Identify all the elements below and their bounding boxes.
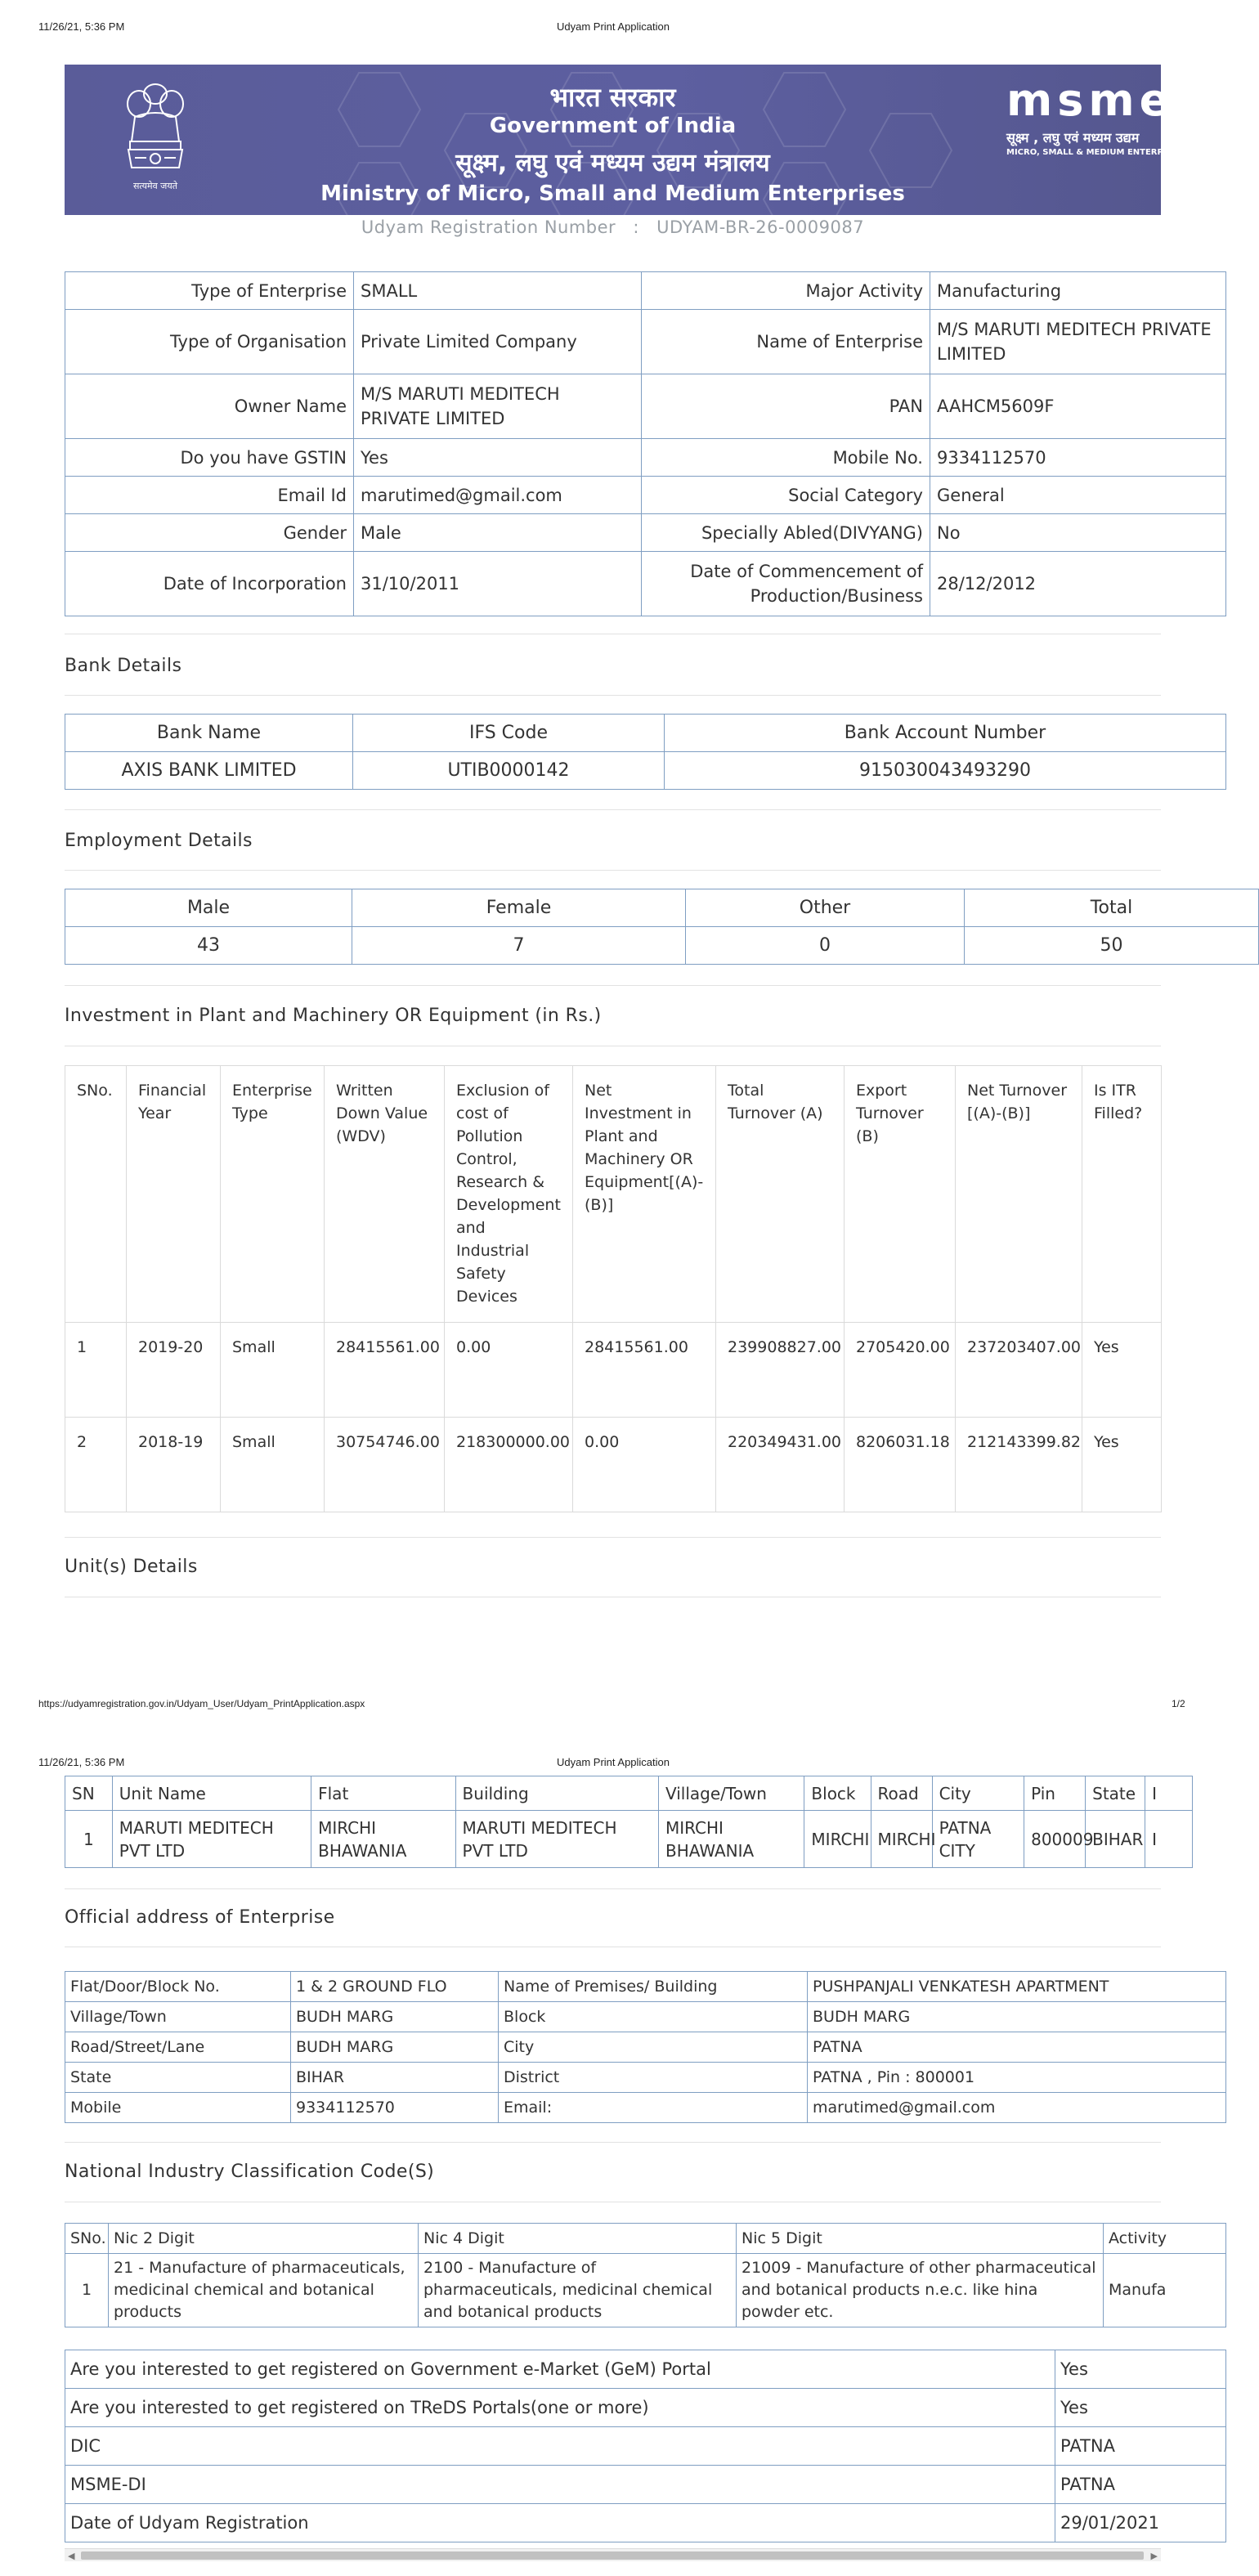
divider [65,695,1161,696]
msme-logo-sub-english: MICRO, SMALL & MEDIUM ENTERPRISES [1006,148,1190,157]
answer-gem-portal: Yes [1055,2350,1226,2389]
scroll-left-arrow-icon[interactable]: ◀ [68,2551,75,2561]
unit-cell: MARUTI MEDITECH PVT LTD [112,1811,311,1868]
employment-table [65,889,1161,969]
unit-cell: 800009 [1024,1811,1086,1868]
label-date-of-incorporation: Date of Incorporation [65,552,354,616]
nic-header-activity: Activity [1104,2224,1226,2254]
investment-table [65,1065,1161,1519]
value-divyang: No [930,514,1226,552]
divider [65,809,1161,810]
inv-cell: 239908827.00 [716,1323,845,1418]
inv-header-net-investment: Net Investment in Plant and Machinery OR Equipment[(A)-(B)] [573,1066,716,1323]
inv-header-net-turnover: Net Turnover [(A)-(B)] [956,1066,1082,1323]
nic-cell: 21009 - Manufacture of other pharmaceutical and botanical products n.e.c. like hina powder etc. [737,2254,1104,2327]
nic-table [65,2223,1167,2329]
value-mobile: 9334112570 [930,439,1226,477]
inv-cell: 8206031.18 [845,1418,956,1512]
banner-title-hindi: भारत सरकार [549,82,676,113]
print-title-page2: Udyam Print Application [556,1756,670,1768]
addr-value: PATNA , Pin : 800001 [808,2063,1226,2093]
registration-questions-table [65,2350,1161,2546]
unit-header-building: Building [455,1776,658,1811]
addr-label: State [65,2063,291,2093]
inv-cell: 212143399.82 [956,1418,1082,1512]
addr-value: BUDH MARG [808,2002,1226,2032]
value-pan: AAHCM5609F [930,374,1226,439]
value-gstin: Yes [354,439,642,477]
unit-header-road: Road [871,1776,932,1811]
registration-value: UDYAM-BR-26-0009087 [656,217,865,237]
label-major-activity: Major Activity [642,272,930,310]
unit-cell: BIHAR [1086,1811,1145,1868]
unit-cell: MIRCHI BHAWANIA [658,1811,804,1868]
divider [65,1537,1161,1538]
print-title: Udyam Print Application [556,20,670,33]
label-divyang: Specially Abled(DIVYANG) [642,514,930,552]
addr-label: Name of Premises/ Building [499,1972,808,2002]
label-owner-name: Owner Name [65,374,354,439]
unit-cell: PATNA CITY [932,1811,1024,1868]
nic-header-5digit: Nic 5 Digit [737,2224,1104,2254]
section-title-nic: National Industry Classification Code(S) [65,2162,435,2182]
unit-cell: MIRCHI [871,1811,932,1868]
addr-label: District [499,2063,808,2093]
label-gstin: Do you have GSTIN [65,439,354,477]
inv-cell: 2018-19 [127,1418,221,1512]
unit-cell: MARUTI MEDITECH PVT LTD [455,1811,658,1868]
horizontal-scrollbar[interactable] [65,2548,1161,2561]
nic-header-sno: SNo. [65,2224,109,2254]
inv-header-itr: Is ITR Filled? [1082,1066,1162,1323]
addr-value: 1 & 2 GROUND FLO [291,1972,499,2002]
scrollbar-thumb[interactable] [81,2551,1144,2560]
bank-header-name: Bank Name [65,715,353,752]
bank-name: AXIS BANK LIMITED [65,752,353,790]
divider [65,985,1161,986]
unit-cell: I [1145,1811,1193,1868]
registration-separator: : [633,217,639,237]
unit-header-flat: Flat [311,1776,455,1811]
inv-header-total-turnover: Total Turnover (A) [716,1066,845,1323]
employment-other: 0 [686,927,965,965]
inv-cell: 2705420.00 [845,1323,956,1418]
label-social-category: Social Category [642,477,930,514]
addr-value: BIHAR [291,2063,499,2093]
inv-header-sno: SNo. [65,1066,127,1323]
msme-logo-text: msme [1006,74,1175,126]
inv-cell: 237203407.00 [956,1323,1082,1418]
unit-header-sn: SN [65,1776,113,1811]
value-date-of-registration: 29/01/2021 [1055,2504,1226,2542]
addr-label: Email: [499,2093,808,2123]
value-major-activity: Manufacturing [930,272,1226,310]
addr-label: Road/Street/Lane [65,2032,291,2063]
unit-header-city: City [932,1776,1024,1811]
official-address-table [65,1971,1161,2126]
emblem-caption: सत्यमेव जयते [132,181,178,191]
employment-header-male: Male [65,889,352,927]
addr-label: City [499,2032,808,2063]
inv-cell: Small [221,1418,325,1512]
bank-header-ifsc: IFS Code [353,715,665,752]
inv-cell: 28415561.00 [325,1323,445,1418]
inv-cell: Yes [1082,1418,1162,1512]
print-url: https://udyamregistration.gov.in/Udyam_User/Udyam_PrintApplication.aspx [38,1698,365,1709]
inv-cell: 1 [65,1323,127,1418]
inv-cell: 220349431.00 [716,1418,845,1512]
value-name-of-enterprise: M/S MARUTI MEDITECH PRIVATE LIMITED [930,310,1226,374]
label-pan: PAN [642,374,930,439]
addr-value: PUSHPANJALI VENKATESH APARTMENT [808,1972,1226,2002]
bank-header-account: Bank Account Number [665,715,1226,752]
value-msme-di: PATNA [1055,2466,1226,2504]
addr-value: BUDH MARG [291,2032,499,2063]
msme-logo-sub-hindi: सूक्ष्म , लघु एवं मध्यम उद्यम [1006,130,1140,146]
value-social-category: General [930,477,1226,514]
banner-ministry-hindi: सूक्ष्म, लघु एवं मध्यम उद्यम मंत्रालय [455,149,770,177]
enterprise-details [65,271,1212,615]
nic-cell: 1 [65,2254,109,2327]
table-row [65,2254,1226,2327]
section-title-official-address: Official address of Enterprise [65,1907,335,1928]
label-email: Email Id [65,477,354,514]
section-title-employment: Employment Details [65,831,253,851]
employment-header-other: Other [686,889,965,927]
inv-header-export-turnover: Export Turnover (B) [845,1066,956,1323]
banner-title-english: Government of India [489,114,737,138]
inv-cell: Small [221,1323,325,1418]
unit-header-block: Block [804,1776,871,1811]
bank-details-table [65,714,1161,794]
addr-value: BUDH MARG [291,2002,499,2032]
label-date-of-registration: Date of Udyam Registration [65,2504,1055,2542]
value-dic: PATNA [1055,2427,1226,2466]
label-date-of-commencement: Date of Commencement of Production/Business [642,552,930,616]
employment-header-female: Female [352,889,686,927]
unit-cell: 1 [65,1811,113,1868]
label-dic: DIC [65,2427,1055,2466]
inv-cell: 2 [65,1418,127,1512]
table-row [65,1811,1193,1868]
inv-cell: 0.00 [445,1323,573,1418]
answer-treds-portal: Yes [1055,2389,1226,2427]
nic-cell: 21 - Manufacture of pharmaceuticals, medicinal chemical and botanical products [109,2254,419,2327]
section-title-units: Unit(s) Details [65,1557,198,1577]
value-gender: Male [354,514,642,552]
label-name-of-enterprise: Name of Enterprise [642,310,930,374]
banner-ministry-english: Ministry of Micro, Small and Medium Enterprises [320,181,905,206]
inv-cell: 28415561.00 [573,1323,716,1418]
addr-label: Flat/Door/Block No. [65,1972,291,2002]
label-type-of-organisation: Type of Organisation [65,310,354,374]
unit-cell: MIRCHI BHAWANIA [311,1811,455,1868]
unit-header-name: Unit Name [112,1776,311,1811]
label-gender: Gender [65,514,354,552]
registration-label: Udyam Registration Number [361,217,616,237]
value-owner-name: M/S MARUTI MEDITECH PRIVATE LIMITED [354,374,642,439]
unit-cell: MIRCHI [804,1811,871,1868]
inv-cell: Yes [1082,1323,1162,1418]
print-datetime-page2: 11/26/21, 5:36 PM [38,1756,125,1768]
label-type-of-enterprise: Type of Enterprise [65,272,354,310]
unit-header-village: Village/Town [658,1776,804,1811]
gov-banner [65,65,1190,215]
inv-header-exclusion: Exclusion of cost of Pollution Control, Research & Development and Industrial Safety Devices [445,1066,573,1323]
addr-value: 9334112570 [291,2093,499,2123]
bank-ifsc: UTIB0000142 [353,752,665,790]
label-mobile: Mobile No. [642,439,930,477]
units-table [65,1776,1161,1872]
table-row [65,1323,1162,1418]
bank-account-number: 915030043493290 [665,752,1226,790]
question-gem-portal: Are you interested to get registered on Government e-Market (GeM) Portal [65,2350,1055,2389]
unit-header-cut: I [1145,1776,1193,1811]
nic-header-2digit: Nic 2 Digit [109,2224,419,2254]
divider [65,870,1161,871]
unit-header-state: State [1086,1776,1145,1811]
employment-header-total: Total [965,889,1259,927]
employment-female: 7 [352,927,686,965]
value-date-of-incorporation: 31/10/2011 [354,552,642,616]
question-treds-portal: Are you interested to get registered on TReDS Portals(one or more) [65,2389,1055,2427]
addr-label: Mobile [65,2093,291,2123]
employment-total: 50 [965,927,1259,965]
print-page-number: 1/2 [1172,1698,1185,1709]
label-msme-di: MSME-DI [65,2466,1055,2504]
divider [65,1888,1161,1889]
inv-header-type: Enterprise Type [221,1066,325,1323]
msme-logo [1006,74,1190,157]
employment-male: 43 [65,927,352,965]
value-date-of-commencement: 28/12/2012 [930,552,1226,616]
nic-cell: 2100 - Manufacture of pharmaceuticals, medicinal chemical and botanical products [419,2254,737,2327]
divider [65,2142,1161,2143]
value-type-of-organisation: Private Limited Company [354,310,642,374]
inv-header-wdv: Written Down Value (WDV) [325,1066,445,1323]
print-datetime: 11/26/21, 5:36 PM [38,20,125,33]
addr-value: marutimed@gmail.com [808,2093,1226,2123]
addr-label: Block [499,2002,808,2032]
unit-header-pin: Pin [1024,1776,1086,1811]
registration-number [65,217,1161,237]
inv-cell: 0.00 [573,1418,716,1512]
addr-label: Village/Town [65,2002,291,2032]
inv-header-year: Financial Year [127,1066,221,1323]
inv-cell: 218300000.00 [445,1418,573,1512]
value-email: marutimed@gmail.com [354,477,642,514]
scroll-right-arrow-icon[interactable]: ▶ [1150,2551,1158,2561]
inv-cell: 30754746.00 [325,1418,445,1512]
table-row [65,1418,1162,1512]
nic-header-4digit: Nic 4 Digit [419,2224,737,2254]
section-title-bank: Bank Details [65,656,182,676]
addr-value: PATNA [808,2032,1226,2063]
value-type-of-enterprise: SMALL [354,272,642,310]
section-title-investment: Investment in Plant and Machinery OR Equipment (in Rs.) [65,1006,602,1026]
nic-cell: Manufa [1104,2254,1226,2327]
inv-cell: 2019-20 [127,1323,221,1418]
